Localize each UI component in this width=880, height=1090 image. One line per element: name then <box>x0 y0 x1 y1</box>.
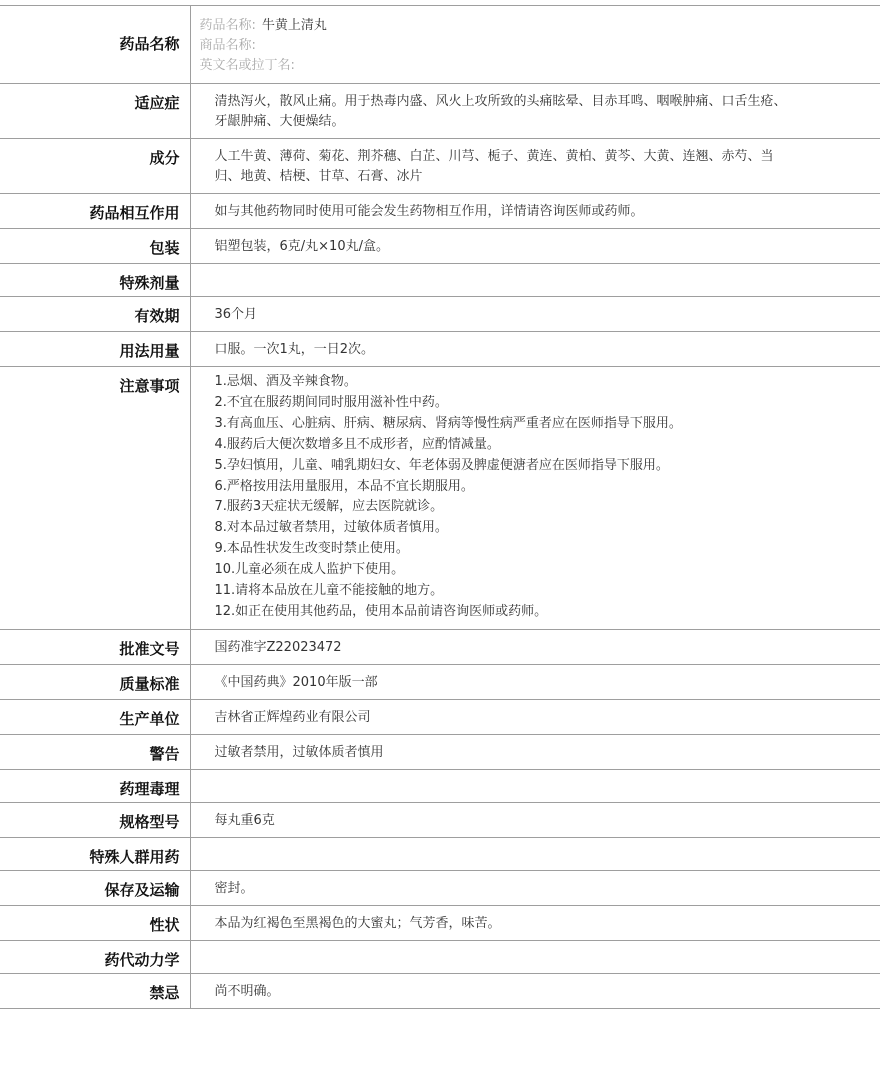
list-item: 5.孕妇慎用，儿童、哺乳期妇女、年老体弱及脾虚便溏者应在医师指导下服用。 <box>214 457 669 473</box>
list-item: 7.服药3天症状无缓解，应去医院就诊。 <box>214 499 444 515</box>
usage-value: 口服。一次1丸，一日2次。 <box>190 332 880 367</box>
row-label-contraindications: 禁忌 <box>0 973 190 1008</box>
shelf-life-value: 36个月 <box>190 297 880 332</box>
storage-value: 密封。 <box>190 870 880 905</box>
indication-value: 清热泻火，散风止痛。用于热毒内盛、风火上攻所致的头痛眩晕、目赤耳鸣、咽喉肿痛、口舌生疮、牙龈肿痛、大便燥结。 <box>190 84 880 139</box>
list-item: 12.如正在使用其他药品，使用本品前请咨询医师或药师。 <box>214 603 548 619</box>
list-item: 4.服药后大便次数增多且不成形者，应酌情减量。 <box>214 436 500 452</box>
row-label-special-dosage: 特殊剂量 <box>0 264 190 297</box>
table-row <box>0 940 880 973</box>
approval-value: 国药准字Z22023472 <box>190 629 880 664</box>
table-row <box>0 973 880 1008</box>
table-row <box>0 229 880 264</box>
generic-name-line <box>200 16 861 36</box>
row-label-spec: 规格型号 <box>0 802 190 837</box>
generic-name-value: 牛黄上清丸 <box>261 18 327 33</box>
interactions-value: 如与其他药物同时使用可能会发生药物相互作用，详情请咨询医师或药师。 <box>190 194 880 229</box>
pharmacokinetics-value <box>190 940 880 973</box>
row-label-precautions: 注意事项 <box>0 367 190 630</box>
list-item: 8.对本品过敏者禁用，过敏体质者慎用。 <box>214 520 448 536</box>
precautions-list <box>190 367 880 630</box>
row-label-manufacturer: 生产单位 <box>0 699 190 734</box>
english-name-line <box>200 56 861 76</box>
table-row <box>0 734 880 769</box>
drug-name-block <box>190 6 880 84</box>
special-population-value <box>190 837 880 870</box>
packaging-value: 铝塑包装，6克/丸×10丸/盒。 <box>190 229 880 264</box>
warning-value: 过敏者禁用，过敏体质者慎用 <box>190 734 880 769</box>
appearance-value: 本品为红褐色至黑褐色的大蜜丸；气芳香，味苦。 <box>190 905 880 940</box>
list-item: 9.本品性状发生改变时禁止使用。 <box>214 541 409 557</box>
list-item: 11.请将本品放在儿童不能接触的地方。 <box>214 583 444 599</box>
row-label-usage: 用法用量 <box>0 332 190 367</box>
row-label-pharmacokinetics: 药代动力学 <box>0 940 190 973</box>
table-row <box>0 84 880 139</box>
row-label-warning: 警告 <box>0 734 190 769</box>
row-label-packaging: 包装 <box>0 229 190 264</box>
generic-name-key: 药品名称: <box>199 18 256 33</box>
manufacturer-value: 吉林省正辉煌药业有限公司 <box>190 699 880 734</box>
special-dosage-value <box>190 264 880 297</box>
table-row <box>0 870 880 905</box>
table-row <box>0 332 880 367</box>
toxicology-value <box>190 769 880 802</box>
trade-name-line <box>200 36 861 56</box>
list-item: 2.不宜在服药期间同时服用滋补性中药。 <box>214 394 448 410</box>
row-label-indication: 适应症 <box>0 84 190 139</box>
table-row <box>0 905 880 940</box>
row-label-approval: 批准文号 <box>0 629 190 664</box>
table-row <box>0 139 880 194</box>
list-item: 1.忌烟、酒及辛辣食物。 <box>214 374 357 389</box>
spec-value: 每丸重6克 <box>190 802 880 837</box>
list-item: 10.儿童必须在成人监护下使用。 <box>214 562 405 578</box>
table-row <box>0 264 880 297</box>
table-row <box>0 367 880 630</box>
table-row <box>0 699 880 734</box>
row-label-standard: 质量标准 <box>0 664 190 699</box>
row-label-shelf-life: 有效期 <box>0 297 190 332</box>
table-row <box>0 194 880 229</box>
row-label-special-population: 特殊人群用药 <box>0 837 190 870</box>
english-name-key: 英文名或拉丁名: <box>199 58 295 73</box>
table-row <box>0 6 880 84</box>
table-row <box>0 664 880 699</box>
row-label-interactions: 药品相互作用 <box>0 194 190 229</box>
ingredients-value: 人工牛黄、薄荷、菊花、荆芥穗、白芷、川芎、栀子、黄连、黄柏、黄芩、大黄、连翘、赤芍、当归、地黄、桔梗、甘草、石膏、冰片 <box>190 139 880 194</box>
table-row <box>0 802 880 837</box>
table-row <box>0 297 880 332</box>
trade-name-value <box>256 38 262 53</box>
table-row <box>0 769 880 802</box>
row-label-appearance: 性状 <box>0 905 190 940</box>
row-label-name: 药品名称 <box>0 6 190 84</box>
trade-name-key: 商品名称: <box>199 38 256 53</box>
drug-spec-table <box>0 5 880 1009</box>
list-item: 6.严格按用法用量服用，本品不宜长期服用。 <box>214 478 474 494</box>
standard-value: 《中国药典》2010年版一部 <box>190 664 880 699</box>
table-row <box>0 629 880 664</box>
list-item: 3.有高血压、心脏病、肝病、糖尿病、肾病等慢性病严重者应在医师指导下服用。 <box>214 415 682 431</box>
row-label-ingredients: 成分 <box>0 139 190 194</box>
contraindications-value: 尚不明确。 <box>190 973 880 1008</box>
table-row <box>0 837 880 870</box>
row-label-toxicology: 药理毒理 <box>0 769 190 802</box>
english-name-value <box>295 58 301 73</box>
row-label-storage: 保存及运输 <box>0 870 190 905</box>
